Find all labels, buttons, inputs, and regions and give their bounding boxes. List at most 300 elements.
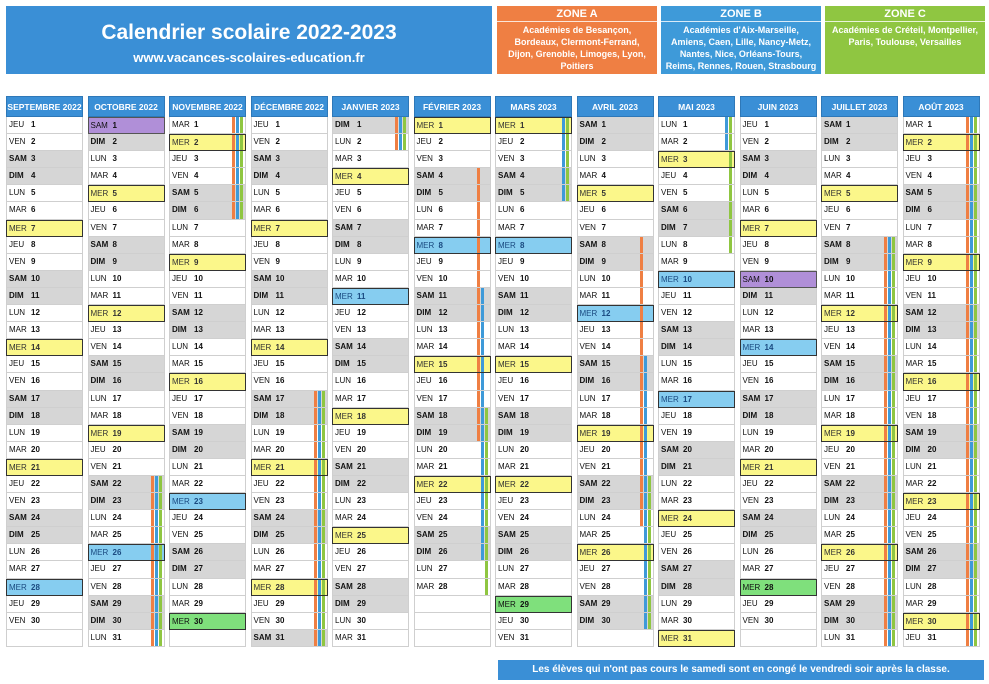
holiday-bar-zone-b	[970, 151, 973, 167]
day-name: MAR	[742, 325, 761, 335]
holiday-bar-zone-c	[729, 202, 732, 218]
day-cell	[658, 288, 735, 305]
day-cell	[169, 561, 246, 578]
day-name: LUN	[742, 547, 759, 557]
day-cell	[740, 168, 817, 185]
day-number: 21	[31, 462, 40, 472]
holiday-bar-zone-a	[232, 135, 235, 150]
day-name: MAR	[253, 205, 272, 215]
day-number: 13	[194, 325, 203, 335]
day-cell	[658, 168, 735, 185]
day-name: JEU	[416, 376, 432, 386]
holiday-bar-zone-c	[240, 151, 243, 167]
day-name: SAM	[742, 154, 761, 164]
holiday-bar-zone-b	[970, 374, 973, 389]
day-cell	[740, 579, 817, 596]
day-number: 24	[194, 513, 203, 523]
holiday-bar-zone-c	[322, 561, 325, 577]
holiday-bar-zone-b	[888, 459, 891, 475]
day-number: 4	[764, 171, 769, 181]
day-cell	[6, 544, 83, 561]
day-number: 6	[520, 205, 525, 215]
day-cell	[414, 220, 491, 237]
holiday-bar-zone-c	[159, 527, 162, 543]
day-name: JEU	[9, 359, 25, 369]
day-number: 9	[683, 256, 688, 266]
holiday-bar-zone-c	[974, 151, 977, 167]
day-cell	[414, 305, 491, 322]
day-name: MER	[905, 497, 924, 507]
day-cell	[169, 425, 246, 442]
day-name: MAR	[742, 564, 761, 574]
holiday-bar-zone-a	[232, 168, 235, 184]
day-name: MAR	[335, 273, 353, 283]
day-name: VEN	[335, 325, 352, 335]
holiday-bar-zone-b	[562, 134, 565, 150]
day-name: JEU	[579, 564, 595, 574]
day-name: VEN	[335, 205, 352, 215]
day-cell	[903, 339, 980, 356]
day-cell	[332, 339, 409, 356]
day-number: 11	[357, 291, 366, 301]
day-number: 10	[31, 273, 40, 283]
day-name: VEN	[579, 461, 596, 471]
holiday-bar-zone-b	[888, 373, 891, 389]
day-cell	[169, 373, 246, 390]
day-name: DIM	[90, 496, 106, 506]
day-number: 6	[438, 205, 443, 215]
day-number: 18	[438, 410, 448, 420]
holiday-bar-zone-b	[236, 151, 239, 167]
day-number: 1	[275, 120, 280, 129]
day-cell	[251, 288, 328, 305]
day-name: SAM	[579, 239, 598, 249]
day-number: 26	[927, 547, 937, 557]
day-name: LUN	[579, 393, 596, 403]
day-cell	[169, 544, 246, 561]
day-name: JEU	[905, 632, 921, 642]
day-name: LUN	[416, 325, 433, 335]
day-cell	[6, 271, 83, 288]
zone-b-legend	[661, 6, 821, 74]
day-number: 23	[846, 496, 855, 506]
day-number: 18	[357, 411, 366, 421]
day-name: DIM	[579, 615, 595, 625]
day-number: 30	[357, 615, 366, 625]
day-cell	[577, 476, 654, 493]
holiday-bar-zone-c	[974, 117, 977, 133]
holiday-bar-zone-a	[966, 356, 969, 372]
holiday-bar-zone-c	[322, 613, 325, 629]
day-number: 20	[438, 444, 448, 454]
day-cell	[821, 202, 898, 219]
holiday-bar-zone-a	[151, 579, 154, 595]
day-number: 3	[194, 154, 199, 164]
day-cell	[251, 271, 328, 288]
day-number: 16	[683, 376, 692, 386]
day-cell	[577, 168, 654, 185]
zone-b-title: ZONE B	[661, 6, 821, 22]
day-name: VEN	[253, 496, 270, 506]
day-name: DIM	[9, 410, 24, 420]
holiday-bar-zone-b	[888, 271, 891, 287]
day-name: MER	[498, 240, 516, 250]
day-number: 11	[112, 290, 121, 300]
holiday-bar-zone-a	[477, 202, 480, 218]
day-number: 6	[275, 205, 280, 215]
day-cell	[169, 254, 246, 271]
day-number: 20	[927, 444, 937, 454]
day-cell	[251, 356, 328, 373]
day-cell	[740, 544, 817, 561]
day-cell	[821, 476, 898, 493]
day-cell	[821, 305, 898, 322]
day-number: 1	[601, 120, 606, 129]
day-name: DIM	[335, 359, 350, 369]
day-cell	[821, 579, 898, 596]
holiday-bar-zone-a	[966, 271, 969, 287]
holiday-bar-zone-c	[485, 459, 488, 475]
holiday-bar-zone-a	[314, 425, 317, 441]
day-cell	[658, 630, 735, 647]
holiday-bar-zone-b	[888, 254, 891, 270]
day-number: 27	[194, 564, 203, 574]
holiday-bar-zone-b	[236, 135, 239, 150]
day-number: 23	[927, 497, 937, 507]
day-cell	[332, 271, 409, 288]
day-cell	[169, 168, 246, 185]
holiday-bar-zone-a	[640, 476, 643, 492]
day-number: 26	[520, 547, 529, 557]
day-cell	[821, 134, 898, 151]
day-number: 26	[601, 548, 611, 558]
holiday-bar-zone-c	[892, 426, 895, 441]
day-number: 19	[520, 427, 529, 437]
holiday-bar-zone-b	[481, 425, 484, 441]
day-cell	[332, 459, 409, 476]
holiday-bar-zone-b	[888, 322, 891, 338]
day-cell	[821, 459, 898, 476]
day-cell	[251, 613, 328, 630]
day-name: DIM	[579, 137, 595, 147]
holiday-bar-zone-c	[974, 185, 977, 201]
day-number: 20	[275, 444, 285, 454]
day-name: MER	[172, 497, 190, 507]
day-number: 6	[112, 205, 117, 215]
holiday-bar-zone-b	[970, 356, 973, 372]
day-cell	[903, 613, 980, 630]
day-number: 29	[194, 598, 203, 608]
day-name: MER	[824, 189, 842, 199]
day-name: SAM	[90, 359, 109, 369]
day-name: JEU	[253, 359, 269, 369]
holiday-bar-zone-b	[970, 237, 973, 253]
day-name: SAM	[579, 120, 598, 129]
day-name: MER	[9, 343, 27, 353]
holiday-bar-zone-b	[318, 408, 321, 424]
day-cell	[332, 527, 409, 544]
day-name: MER	[9, 462, 27, 472]
day-cell	[740, 185, 817, 202]
holiday-bar-zone-b	[318, 425, 321, 441]
day-cell	[6, 134, 83, 151]
day-number: 16	[764, 376, 774, 386]
empty-day-cell	[577, 630, 654, 647]
day-cell	[740, 339, 817, 356]
day-number: 22	[846, 478, 855, 488]
day-cell	[821, 322, 898, 339]
holiday-bar-zone-c	[974, 614, 977, 629]
day-number: 8	[112, 239, 117, 249]
day-number: 22	[683, 478, 692, 488]
day-name: VEN	[742, 615, 759, 625]
day-name: DIM	[172, 444, 187, 454]
day-number: 15	[520, 360, 529, 370]
day-name: MER	[742, 223, 761, 233]
day-cell	[88, 339, 165, 356]
holiday-bar-zone-b	[236, 168, 239, 184]
day-name: MAR	[90, 290, 109, 300]
day-number: 12	[438, 308, 448, 318]
holiday-bar-zone-b	[155, 510, 158, 526]
day-cell	[6, 510, 83, 527]
day-number: 11	[438, 290, 447, 300]
holiday-bar-zone-c	[322, 408, 325, 424]
holiday-bar-zone-c	[322, 442, 325, 458]
holiday-bar-zone-a	[966, 151, 969, 167]
day-cell	[577, 493, 654, 510]
holiday-bar-zone-c	[729, 168, 732, 184]
day-cell	[88, 254, 165, 271]
holiday-bar-zone-a	[884, 271, 887, 287]
day-cell	[577, 596, 654, 613]
day-number: 18	[683, 410, 692, 420]
holiday-bar-zone-c	[974, 305, 977, 321]
day-number: 25	[846, 530, 855, 540]
day-name: SAM	[9, 154, 27, 164]
holiday-bar-zone-b	[970, 579, 973, 595]
day-name: VEN	[90, 342, 107, 352]
holiday-bar-zone-a	[640, 254, 643, 270]
zone-a-title: ZONE A	[497, 6, 657, 22]
holiday-bar-zone-c	[974, 339, 977, 355]
day-name: DIM	[742, 171, 758, 181]
holiday-bar-zone-a	[314, 544, 317, 560]
day-cell	[495, 288, 572, 305]
day-cell	[821, 425, 898, 442]
day-number: 1	[927, 120, 932, 129]
holiday-bar-zone-c	[159, 579, 162, 595]
day-number: 21	[194, 461, 203, 471]
empty-day-cell	[414, 613, 491, 630]
day-name: DIM	[253, 171, 269, 181]
day-cell	[414, 322, 491, 339]
day-name: SAM	[416, 530, 435, 540]
month-header: MAI 2023	[658, 96, 735, 117]
day-name: MER	[579, 309, 598, 319]
day-name: DIM	[579, 256, 595, 266]
holiday-bar-zone-c	[648, 527, 651, 543]
day-cell	[414, 271, 491, 288]
holiday-bar-zone-a	[477, 271, 480, 287]
holiday-bar-zone-c	[892, 254, 895, 270]
day-name: JEU	[172, 154, 188, 164]
day-name: SAM	[905, 547, 924, 557]
day-name: MAR	[905, 359, 924, 369]
day-name: SAM	[416, 410, 435, 420]
day-name: MAR	[579, 410, 598, 420]
day-cell	[169, 476, 246, 493]
day-cell	[414, 561, 491, 578]
holiday-bar-zone-c	[892, 288, 895, 304]
zone-a-academies: Académies de Besançon, Bordeaux, Clermont-Ferrand, Dijon, Grenoble, Limoges, Lyon, Poitiers	[508, 25, 646, 71]
day-number: 23	[438, 496, 448, 506]
day-name: MAR	[416, 342, 435, 352]
holiday-bar-zone-a	[966, 459, 969, 475]
day-number: 23	[601, 496, 611, 506]
day-name: MAR	[579, 171, 598, 181]
day-number: 30	[601, 615, 611, 625]
holiday-bar-zone-a	[395, 134, 398, 150]
holiday-bar-zone-a	[640, 306, 643, 321]
day-cell	[495, 442, 572, 459]
day-number: 29	[275, 598, 285, 608]
holiday-bar-zone-b	[888, 613, 891, 629]
day-name: VEN	[416, 273, 433, 283]
day-number: 4	[683, 171, 688, 181]
day-name: LUN	[579, 273, 596, 283]
day-cell	[251, 544, 328, 561]
day-number: 28	[764, 582, 774, 592]
day-number: 14	[357, 342, 366, 352]
title-banner	[6, 6, 492, 74]
day-number: 29	[927, 598, 937, 608]
day-number: 13	[438, 325, 448, 335]
day-name: MAR	[742, 444, 761, 454]
day-name: DIM	[253, 290, 269, 300]
holiday-bar-zone-b	[481, 373, 484, 389]
day-number: 28	[927, 581, 937, 591]
website-link[interactable]: www.vacances-scolaires-education.fr	[133, 50, 365, 65]
day-number: 25	[601, 530, 611, 540]
day-cell	[6, 220, 83, 237]
holiday-bar-zone-a	[884, 254, 887, 270]
day-name: MAR	[905, 598, 924, 608]
day-number: 12	[520, 308, 529, 318]
day-number: 8	[194, 239, 199, 249]
day-name: MAR	[90, 530, 109, 540]
day-cell	[414, 254, 491, 271]
day-cell	[903, 271, 980, 288]
day-name: JEU	[824, 564, 840, 574]
holiday-bar-zone-b	[970, 339, 973, 355]
day-cell	[740, 596, 817, 613]
month-header: DÉCEMBRE 2022	[251, 96, 328, 117]
day-cell	[88, 596, 165, 613]
day-number: 29	[601, 598, 611, 608]
day-name: JEU	[742, 359, 758, 369]
day-name: JEU	[742, 120, 758, 129]
day-name: DIM	[498, 308, 513, 318]
day-name: JEU	[824, 444, 840, 454]
day-number: 7	[438, 222, 443, 232]
day-cell	[414, 510, 491, 527]
day-name: SAM	[498, 171, 516, 181]
day-name: VEN	[498, 273, 515, 283]
day-number: 17	[601, 393, 611, 403]
day-number: 10	[112, 273, 122, 283]
day-number: 4	[357, 172, 362, 182]
holiday-bar-zone-b	[155, 613, 158, 629]
day-cell	[577, 322, 654, 339]
zone-a-legend	[497, 6, 657, 74]
day-name: MER	[905, 138, 924, 148]
day-name: LUN	[90, 632, 107, 642]
holiday-bar-zone-c	[892, 373, 895, 389]
day-cell	[495, 117, 572, 134]
day-cell	[251, 134, 328, 151]
day-cell	[169, 134, 246, 151]
day-number: 30	[846, 615, 855, 625]
day-cell	[903, 459, 980, 476]
day-number: 23	[520, 496, 529, 506]
day-cell	[903, 151, 980, 168]
day-number: 8	[846, 239, 851, 249]
holiday-bar-zone-b	[562, 185, 565, 201]
day-cell	[169, 391, 246, 408]
holiday-bar-zone-c	[974, 135, 977, 150]
day-name: VEN	[579, 222, 596, 232]
day-cell	[6, 288, 83, 305]
day-cell	[332, 202, 409, 219]
day-cell	[88, 510, 165, 527]
month-column	[6, 96, 83, 647]
day-name: LUN	[579, 154, 596, 164]
day-name: SAM	[824, 478, 842, 488]
day-number: 21	[846, 461, 855, 471]
day-name: LUN	[9, 427, 26, 437]
holiday-bar-zone-b	[644, 391, 647, 407]
day-cell	[169, 579, 246, 596]
holiday-bar-zone-b	[888, 442, 891, 458]
day-number: 18	[846, 410, 855, 420]
day-number: 22	[520, 479, 529, 489]
day-cell	[414, 476, 491, 493]
day-name: MER	[172, 616, 190, 626]
day-name: DIM	[661, 222, 676, 232]
day-number: 15	[927, 359, 937, 369]
day-cell	[740, 220, 817, 237]
day-cell	[658, 134, 735, 151]
day-number: 5	[194, 188, 199, 198]
day-name: JEU	[905, 273, 921, 283]
holiday-bar-zone-b	[644, 373, 647, 389]
day-number: 5	[683, 188, 688, 198]
holiday-bar-zone-b	[155, 545, 158, 560]
day-name: MAR	[498, 342, 516, 352]
holiday-bar-zone-b	[481, 442, 484, 458]
holiday-bar-zone-c	[485, 579, 488, 595]
day-number: 8	[31, 239, 36, 249]
day-number: 31	[275, 632, 285, 642]
day-cell	[903, 185, 980, 202]
holiday-bar-zone-b	[236, 117, 239, 133]
holiday-bar-zone-a	[477, 305, 480, 321]
holiday-bar-zone-b	[318, 561, 321, 577]
day-number: 9	[112, 256, 117, 266]
holiday-bar-zone-a	[151, 613, 154, 629]
day-name: JEU	[253, 239, 269, 249]
